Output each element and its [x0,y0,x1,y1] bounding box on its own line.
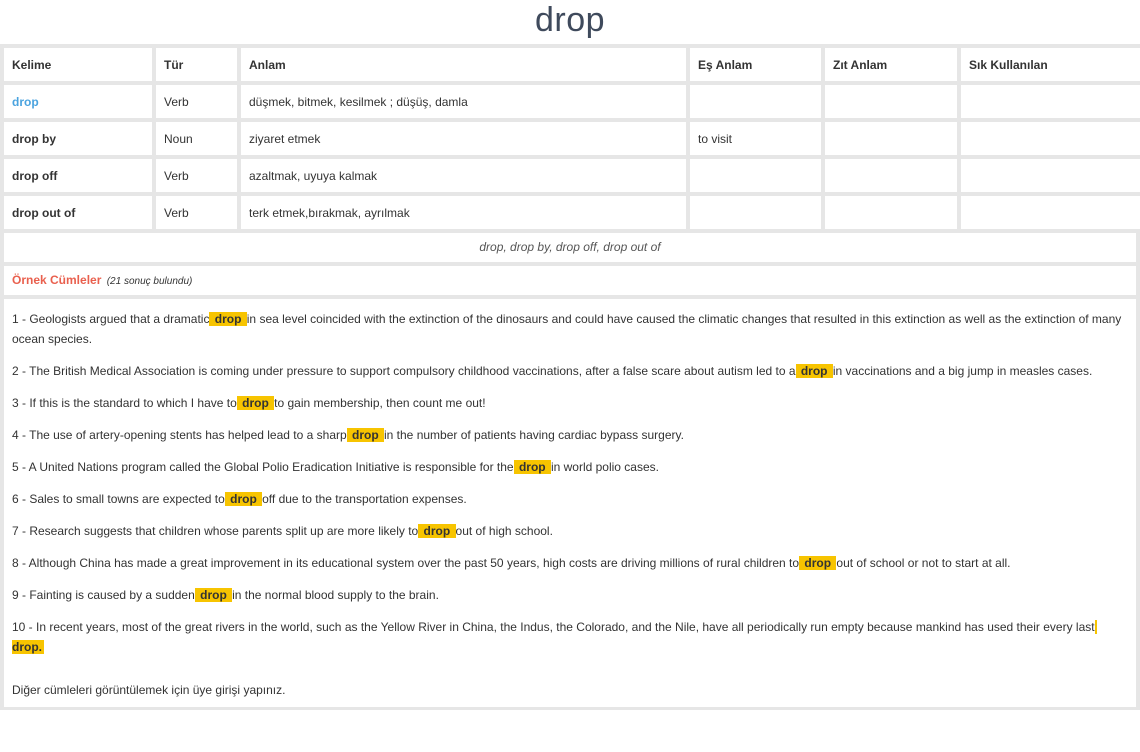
table-row [4,122,1140,155]
table-row [4,159,1140,192]
highlighted-word: drop [801,556,835,570]
header-common: Sık Kullanılan [961,48,1140,81]
sentence-text: 1 - Geologists argued that a dramatic [12,312,210,326]
example-sentence [12,521,1128,541]
word-table [0,44,1140,233]
word-synonym [690,196,821,229]
example-sentence [12,489,1128,509]
sentence-text: 5 - A United Nations program called the Global Polio Eradication Initiative is responsible for the [12,460,514,474]
dictionary-panel [0,44,1140,710]
sentence-text: 8 - Although China has made a great improvement in its educational system over the past 50 years, high costs are driving millions of rural children to [12,556,800,570]
word-antonym [825,159,957,192]
example-sentence [12,457,1128,477]
header-type: Tür [156,48,237,81]
word-summary: drop, drop by, drop off, drop out of [4,233,1136,262]
examples-count: (21 sonuç bulundu) [106,276,193,287]
example-sentence [12,617,1128,657]
word-drop-out-of: drop out of [4,196,152,229]
sentence-text: in world polio cases. [550,460,659,474]
word-synonym [690,85,821,118]
sentence-text: in vaccinations and a big jump in measles cases. [832,364,1093,378]
page-title: drop [534,1,606,39]
sentence-text: 2 - The British Medical Association is coming under pressure to support compulsory childhood vaccinations, after a false scare about autism led to a [12,364,796,378]
example-sentences [4,299,1136,707]
word-link-drop[interactable]: drop [4,85,152,118]
word-meaning: terk etmek,bırakmak, ayrılmak [241,196,686,229]
member-login-link[interactable]: üye girişi [192,683,241,697]
sentence-text: 10 - In recent years, most of the great rivers in the world, such as the Yellow River in China, the Indus, the Colorado, and the Nile, have all periodically run empty because mankind has used their every last [12,620,1095,634]
sentence-text: out of high school. [455,524,553,538]
login-note-text: Diğer cümleleri görüntülemek için [12,683,190,697]
table-row [4,85,1140,118]
word-meaning: düşmek, bitmek, kesilmek ; düşüş, damla [241,85,686,118]
header-meaning: Anlam [241,48,686,81]
example-sentence [12,361,1128,381]
header-word: Kelime [4,48,152,81]
word-type: Verb [156,85,237,118]
word-antonym [825,122,957,155]
highlighted-word: drop [797,364,831,378]
table-row [4,196,1140,229]
examples-header [4,266,1136,295]
word-type: Verb [156,159,237,192]
sentence-text: in the number of patients having cardiac bypass surgery. [384,428,684,442]
example-sentence [12,425,1128,445]
sentence-text: in sea level coincided with the extinction of the dinosaurs and could have caused the climatic changes that resulted in this extinction as well as the extinction of many ocean species. [12,312,1122,346]
login-note [12,681,1128,699]
header-antonym: Zıt Anlam [825,48,957,81]
word-common [961,122,1140,155]
sentence-text: 6 - Sales to small towns are expected to [12,492,225,506]
highlighted-word: drop [226,492,261,506]
highlighted-word: drop [420,524,454,538]
word-drop-by: drop by [4,122,152,155]
sentence-text: out of school or not to start at all. [836,556,1011,570]
word-synonym [690,159,821,192]
word-antonym [825,85,957,118]
login-note-text: yapınız. [243,683,286,697]
word-type: Verb [156,196,237,229]
table-header-row [4,48,1140,81]
example-sentence [12,393,1128,413]
highlighted-word: drop [196,588,231,602]
word-common [961,196,1140,229]
highlighted-word: drop. [12,620,1097,654]
sentence-text: off due to the transportation expenses. [262,492,467,506]
header-synonym: Eş Anlam [690,48,821,81]
example-sentence [12,553,1128,573]
sentence-text: 9 - Fainting is caused by a sudden [12,588,195,602]
sentence-text: 3 - If this is the standard to which I have to [12,396,237,410]
sentence-text: to gain membership, then count me out! [274,396,486,410]
highlighted-word: drop [348,428,382,442]
example-sentence [12,585,1128,605]
sentence-text: 7 - Research suggests that children whose parents split up are more likely to [12,524,419,538]
sentence-text: 4 - The use of artery-opening stents has helped lead to a sharp [12,428,347,442]
examples-label: Örnek Cümleler [12,273,102,287]
word-synonym: to visit [690,122,821,155]
word-drop-off: drop off [4,159,152,192]
word-meaning: azaltmak, uyuya kalmak [241,159,686,192]
example-sentence [12,309,1128,349]
sentence-text: in the normal blood supply to the brain. [232,588,439,602]
highlighted-word: drop [211,312,245,326]
word-meaning: ziyaret etmek [241,122,686,155]
highlighted-word: drop [238,396,273,410]
word-common [961,85,1140,118]
word-antonym [825,196,957,229]
highlighted-word: drop [515,460,549,474]
word-type: Noun [156,122,237,155]
word-common [961,159,1140,192]
